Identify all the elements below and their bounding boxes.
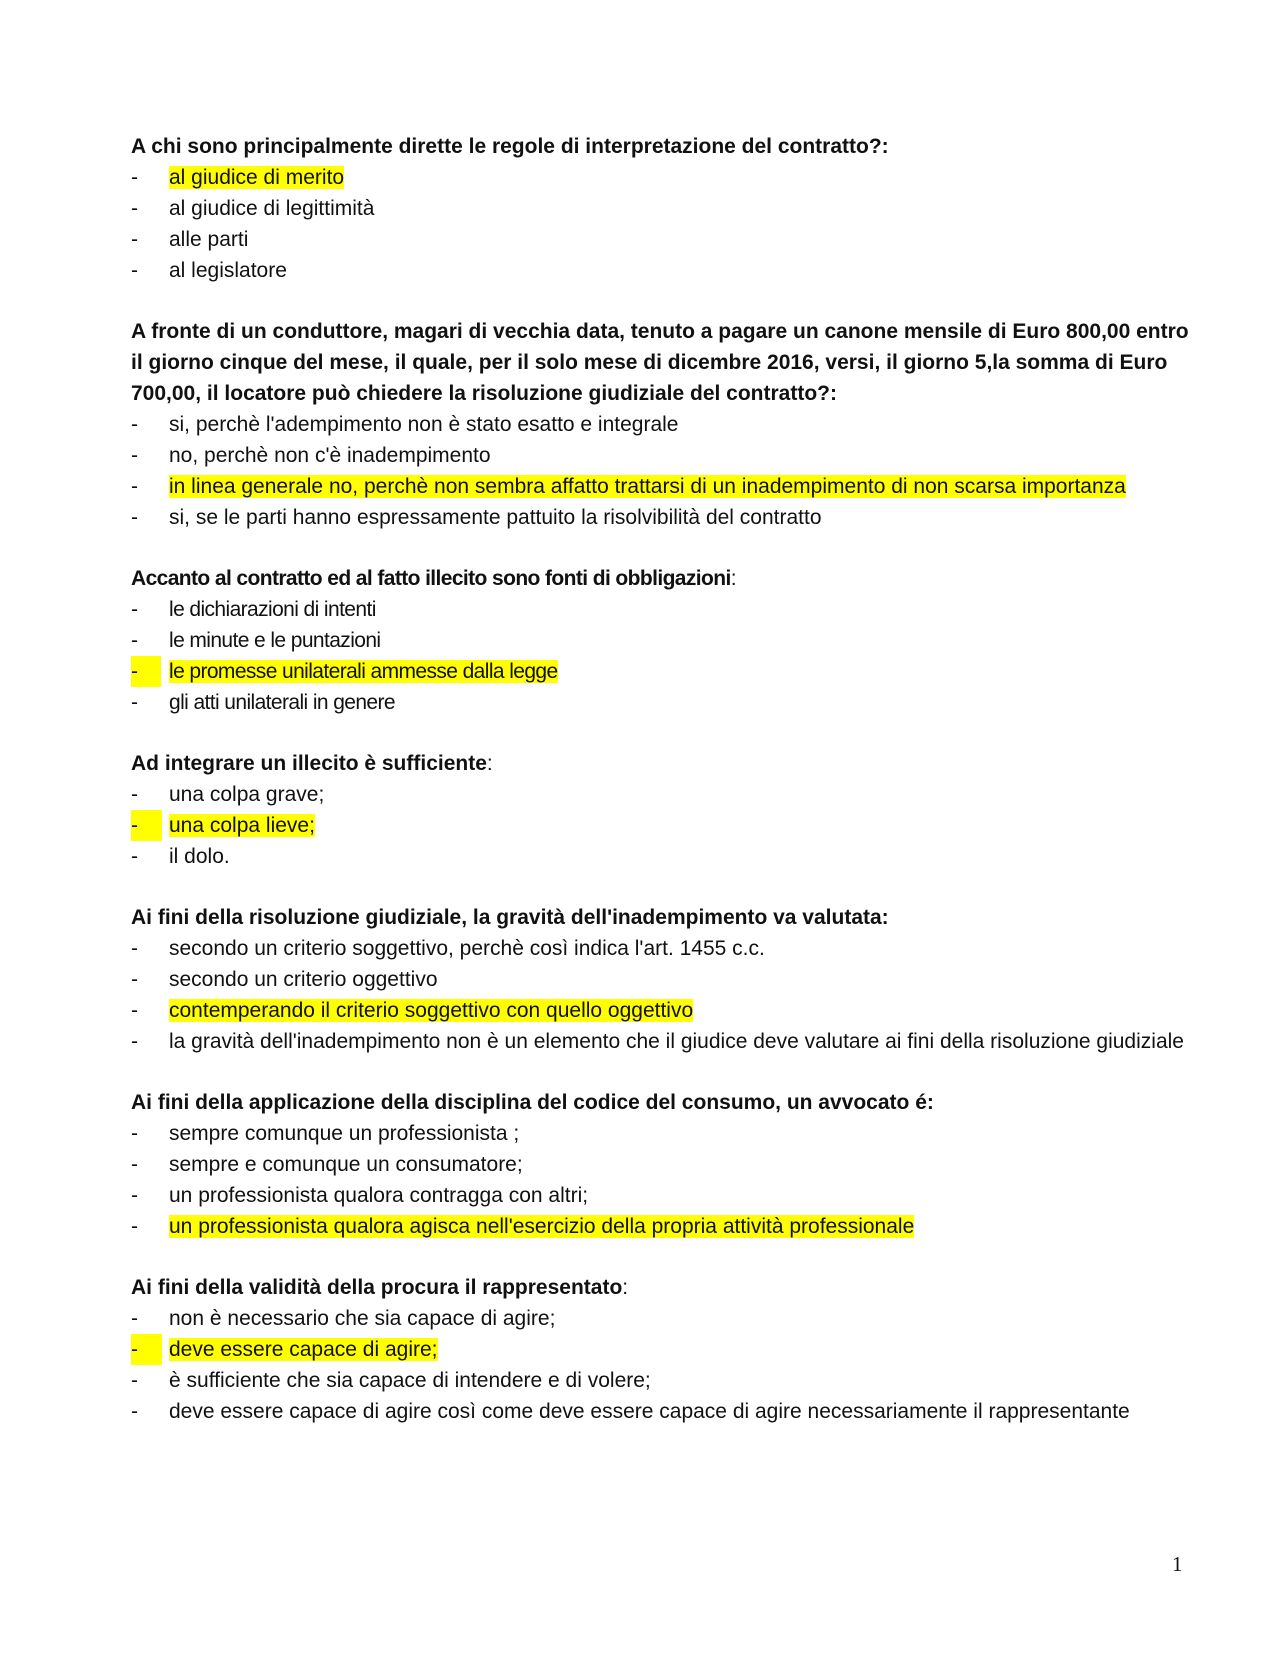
answer-text: un professionista qualora contragga con altri;: [169, 1184, 589, 1207]
dash-marker: -: [131, 968, 138, 991]
answer-option: [131, 687, 1191, 718]
document-content: [131, 131, 1191, 1457]
dash-marker: -: [131, 1334, 162, 1365]
answer-text: la gravità dell'inadempimento non è un elemento che il giudice deve valutare ai fini della risoluzione giudiziale: [169, 1030, 1184, 1053]
dash-marker: -: [131, 810, 162, 841]
answer-option: [131, 1303, 1191, 1334]
answer-text: deve essere capace di agire così come deve essere capace di agire necessariamente il rappresentante: [169, 1400, 1130, 1423]
answer-option: [131, 502, 1191, 533]
question-2: [131, 316, 1191, 533]
dash-marker: -: [131, 475, 138, 498]
answer-option: [131, 1211, 1191, 1242]
answer-text: alle parti: [169, 228, 249, 251]
answer-text: sempre comunque un professionista ;: [169, 1122, 520, 1145]
answer-option: [131, 779, 1191, 810]
answer-text: le minute e le puntazioni: [169, 629, 381, 652]
answer-option: [131, 1334, 1191, 1365]
answer-options: [131, 162, 1191, 286]
question-7: [131, 1272, 1191, 1427]
answer-options: [131, 409, 1191, 533]
question-4: [131, 748, 1191, 872]
dash-marker: -: [131, 783, 138, 806]
dash-marker: -: [131, 1030, 138, 1053]
page-number: 1: [1172, 1552, 1183, 1576]
answer-text: secondo un criterio soggettivo, perchè così indica l'art. 1455 c.c.: [169, 937, 765, 960]
answer-option: [131, 810, 1191, 841]
question-3: [131, 563, 1191, 718]
dash-marker: -: [131, 1122, 138, 1145]
answer-text: una colpa grave;: [169, 783, 325, 806]
dash-marker: -: [131, 656, 161, 687]
question-text: [131, 1272, 1191, 1303]
answer-option: [131, 1149, 1191, 1180]
answer-option: [131, 841, 1191, 872]
answer-option: [131, 1026, 1191, 1057]
question-6: [131, 1087, 1191, 1242]
question-5: [131, 902, 1191, 1057]
answer-options: [131, 1303, 1191, 1427]
question-text: Ai fini della applicazione della disciplina del codice del consumo, un avvocato é:: [131, 1091, 934, 1114]
question-text-main: Accanto al contratto ed al fatto illecito sono fonti di obbligazioni: [131, 567, 731, 590]
dash-marker: -: [131, 845, 138, 868]
answer-text: le dichiarazioni di intenti: [169, 598, 376, 621]
answer-text-highlighted: una colpa lieve;: [169, 814, 315, 837]
answer-text: non è necessario che sia capace di agire;: [169, 1307, 556, 1330]
dash-marker: -: [131, 999, 138, 1022]
answer-options: [131, 594, 1191, 718]
answer-option: [131, 255, 1191, 286]
dash-marker: -: [131, 1153, 138, 1176]
question-text: [131, 563, 1191, 594]
question-text-main: Ai fini della validità della procura il rappresentato: [131, 1276, 623, 1299]
answer-text-highlighted: al giudice di merito: [169, 166, 345, 189]
question-text-main: Ad integrare un illecito è sufficiente: [131, 752, 487, 775]
answer-text: sempre e comunque un consumatore;: [169, 1153, 523, 1176]
dash-marker: -: [131, 1400, 138, 1423]
dash-marker: -: [131, 598, 138, 621]
answer-option: [131, 162, 1191, 193]
dash-marker: -: [131, 444, 138, 467]
dash-marker: -: [131, 691, 138, 714]
answer-option: [131, 656, 1191, 687]
answer-text-highlighted: deve essere capace di agire;: [169, 1338, 438, 1361]
question-text-tail: :: [486, 752, 493, 775]
answer-text-highlighted: in linea generale no, perchè non sembra affatto trattarsi di un inadempimento di non scarsa importanza: [169, 475, 1126, 498]
answer-options: [131, 933, 1191, 1057]
answer-text: al giudice di legittimità: [169, 197, 375, 220]
answer-text: il dolo.: [169, 845, 230, 868]
question-text: A fronte di un conduttore, magari di vecchia data, tenuto a pagare un canone mensile di Euro 800,00 entro il giorno cinque del mese, il quale, per il solo mese di dicembre 2016, versi, il giorno 5,la somma di Euro 700,00, il locatore può chiedere la risoluzione giudiziale del contratto?:: [131, 320, 1189, 405]
dash-marker: -: [131, 413, 138, 436]
dash-marker: -: [131, 1184, 138, 1207]
answer-text: si, se le parti hanno espressamente pattuito la risolvibilità del contratto: [169, 506, 822, 529]
dash-marker: -: [131, 629, 138, 652]
answer-option: [131, 1396, 1191, 1427]
question-text: Ai fini della risoluzione giudiziale, la gravità dell'inadempimento va valutata:: [131, 906, 889, 929]
dash-marker: -: [131, 506, 138, 529]
answer-option: [131, 409, 1191, 440]
answer-text: si, perchè l'adempimento non è stato esatto e integrale: [169, 413, 679, 436]
answer-text: gli atti unilaterali in genere: [169, 691, 395, 714]
answer-option: [131, 1118, 1191, 1149]
answer-option: [131, 471, 1191, 502]
answer-text-highlighted: le promesse unilaterali ammesse dalla legge: [169, 660, 558, 683]
question-text-tail: :: [622, 1276, 629, 1299]
dash-marker: -: [131, 1307, 138, 1330]
answer-option: [131, 995, 1191, 1026]
answer-option: [131, 224, 1191, 255]
dash-marker: -: [131, 166, 138, 189]
question-text: A chi sono principalmente dirette le regole di interpretazione del contratto?:: [131, 135, 889, 158]
answer-option: [131, 440, 1191, 471]
answer-option: [131, 1365, 1191, 1396]
dash-marker: -: [131, 1215, 138, 1238]
question-text: [131, 748, 1191, 779]
answer-option: [131, 594, 1191, 625]
answer-option: [131, 964, 1191, 995]
question-text-tail: :: [730, 567, 736, 590]
dash-marker: -: [131, 1369, 138, 1392]
answer-text: al legislatore: [169, 259, 287, 282]
answer-option: [131, 625, 1191, 656]
answer-text-highlighted: contemperando il criterio soggettivo con quello oggettivo: [169, 999, 694, 1022]
answer-option: [131, 933, 1191, 964]
answer-options: [131, 779, 1191, 872]
dash-marker: -: [131, 259, 138, 282]
dash-marker: -: [131, 228, 138, 251]
answer-option: [131, 1180, 1191, 1211]
dash-marker: -: [131, 197, 138, 220]
answer-text: secondo un criterio oggettivo: [169, 968, 438, 991]
question-1: [131, 131, 1191, 286]
answer-text: no, perchè non c'è inadempimento: [169, 444, 491, 467]
answer-text-highlighted: un professionista qualora agisca nell'esercizio della propria attività professionale: [169, 1215, 915, 1238]
answer-text: è sufficiente che sia capace di intendere e di volere;: [169, 1369, 651, 1392]
answer-options: [131, 1118, 1191, 1242]
dash-marker: -: [131, 937, 138, 960]
answer-option: [131, 193, 1191, 224]
